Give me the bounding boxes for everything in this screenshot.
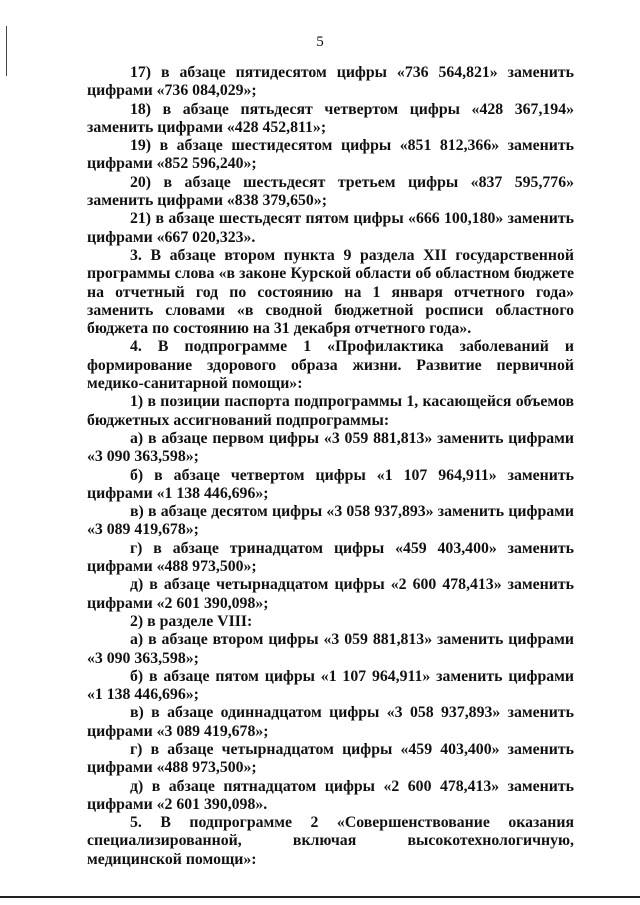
paragraph-item-19: 19) в абзаце шестидесятом цифры «851 812,366» заменить цифрами «852 596,240»; bbox=[87, 137, 574, 173]
paragraph-subitem-1g: г) в абзаце тринадцатом цифры «459 403,400» заменить цифрами «488 973,500»; bbox=[87, 539, 574, 576]
paragraph-subitem-1a: а) в абзаце первом цифры «3 059 881,813» заменить цифрами «3 090 363,598»; bbox=[87, 429, 574, 466]
paragraph-item-17: 17) в абзаце пятидесятом цифры «736 564,821» заменить цифрами «736 084,029»; bbox=[87, 64, 574, 100]
document-body bbox=[87, 64, 574, 869]
paragraph-section-5: 5. В подпрограмме 2 «Совершенствование оказания специализированной, включая высокотехнологичную, медицинской помощи»: bbox=[87, 814, 574, 868]
paragraph-subitem-1b: б) в абзаце четвертом цифры «1 107 964,911» заменить цифрами «1 138 446,696»; bbox=[87, 466, 574, 502]
paragraph-section-4: 4. В подпрограмме 1 «Профилактика заболеваний и формирование здорового образа жизни. Развитие первичной медико-санитарной помощи»: bbox=[87, 338, 574, 393]
paragraph-item-20: 20) в абзаце шестьдесят третьем цифры «837 595,776» заменить цифрами «838 379,650»; bbox=[87, 173, 574, 210]
paragraph-item-18: 18) в абзаце пятьдесят четвертом цифры «428 367,194» заменить цифрами «428 452,811»; bbox=[87, 100, 574, 136]
paragraph-subitem-2v: в) в абзаце одиннадцатом цифры «3 058 937,893» заменить цифрами «3 089 419,678»; bbox=[87, 704, 574, 740]
paragraph-subitem-1v: в) в абзаце десятом цифры «3 058 937,893» заменить цифрами «3 089 419,678»; bbox=[87, 503, 574, 539]
page-bottom-edge bbox=[0, 896, 640, 898]
paragraph-section-3: 3. В абзаце втором пункта 9 раздела XII государственной программы слова «в законе Курской области об областном бюджете на отчетный год по состоянию на 1 января отчетного года» заменить словами «в сводной бюджетной росписи областного бюджета по состоянию на 31 декабря отчетного года». bbox=[87, 246, 574, 338]
paragraph-subitem-2g: г) в абзаце четырнадцатом цифры «459 403,400» заменить цифрами «488 973,500»; bbox=[87, 740, 574, 777]
paragraph-subitem-1: 1) в позиции паспорта подпрограммы 1, касающейся объемов бюджетных ассигнований подпрограммы: bbox=[87, 393, 574, 429]
paragraph-subitem-2b: б) в абзаце пятом цифры «1 107 964,911» заменить цифрами «1 138 446,696»; bbox=[87, 667, 574, 704]
paragraph-subitem-2d: д) в абзаце пятнадцатом цифры «2 600 478,413» заменить цифрами «2 601 390,098». bbox=[87, 777, 574, 813]
paragraph-subitem-2a: а) в абзаце втором цифры «3 059 881,813» заменить цифрами «3 090 363,598»; bbox=[87, 631, 574, 667]
paragraph-subitem-2: 2) в разделе VIII: bbox=[130, 612, 253, 630]
page-number: 5 bbox=[316, 34, 324, 50]
paragraph-item-21: 21) в абзаце шестьдесят пятом цифры «666 100,180» заменить цифрами «667 020,323». bbox=[87, 210, 574, 246]
paragraph-subitem-1d: д) в абзаце четырнадцатом цифры «2 600 478,413» заменить цифрами «2 601 390,098»; bbox=[87, 576, 574, 612]
